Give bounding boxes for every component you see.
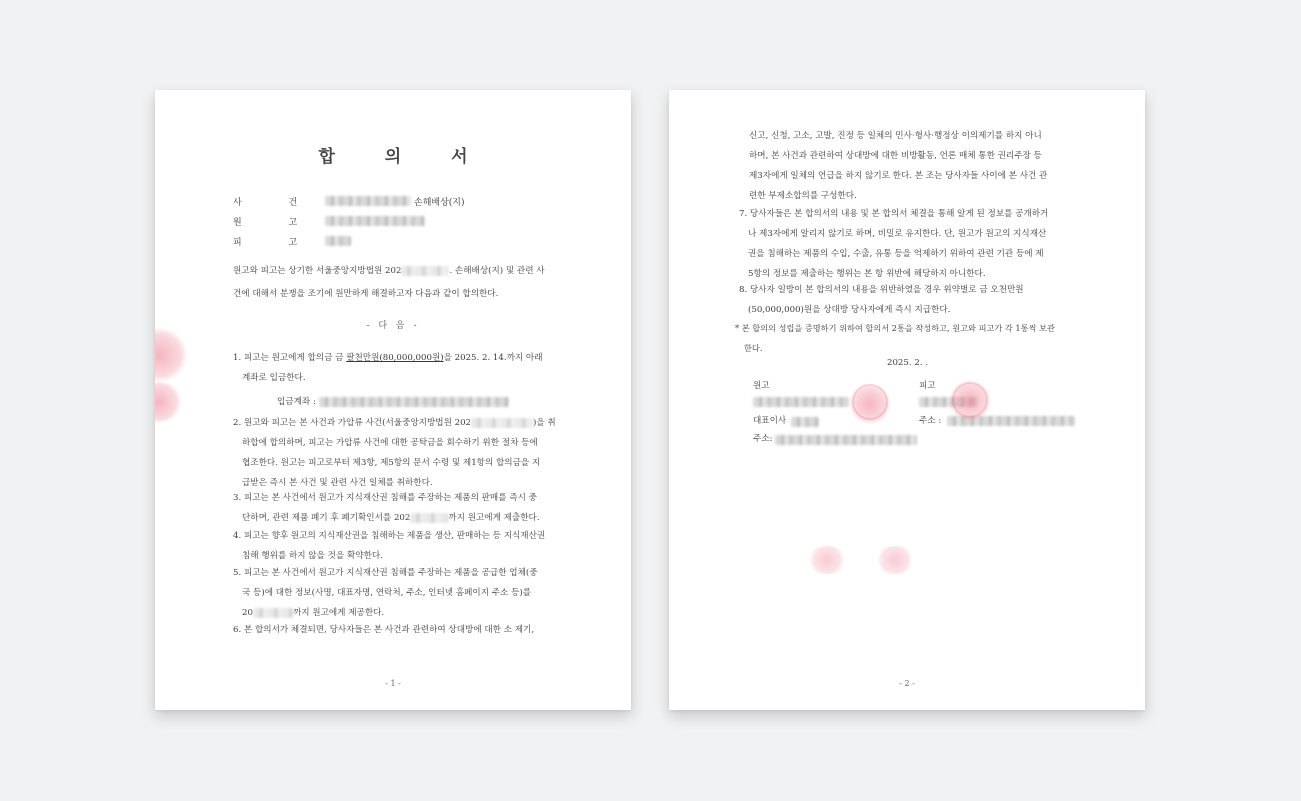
redacted-text (410, 513, 448, 523)
clause-text: 하며, 본 사건과 관련하여 상대방에 대한 비방활동, 언론 매체 통한 권리주장 등 (749, 151, 1042, 161)
defendant-address-label: 주소 : (919, 416, 942, 426)
document-title: 합 의 서 (318, 147, 490, 167)
clause-4 (233, 526, 563, 566)
clause-text: 8. 당사자 일방이 본 합의서의 내용을 위반하였을 경우 위약벌로 금 오천만원 (739, 285, 1024, 295)
redacted-representative (791, 417, 819, 427)
clause-2 (233, 413, 563, 493)
intro-paragraph (233, 260, 551, 306)
redacted-account (319, 397, 509, 407)
redacted-text (325, 216, 425, 226)
clause-text: 제3자에게 일체의 언급을 하지 않기로 한다. 본 조는 당사자들 사이에 본 사건 관 (749, 171, 1048, 181)
defendant-info-row (233, 231, 465, 251)
case-value: 손해배상(지) (414, 197, 465, 208)
clause-text: 까지 원고에게 제공한다. (292, 608, 385, 618)
section-heading: - 다 음 - (366, 321, 420, 331)
clause-text: 국 등)에 대한 정보(사명, 대표자명, 연락처, 주소, 인터넷 홈페이지 주소 등)를 (242, 588, 532, 598)
clause-6 (233, 620, 563, 640)
seal-stamp-partial (155, 382, 183, 422)
account-label: 입금계좌 : (277, 397, 316, 407)
defendant-label: 피고 (919, 381, 936, 391)
seal-stamp-partial (155, 328, 187, 382)
redacted-text (471, 418, 533, 428)
clause-text: 을 2025. 2. 14.까지 아래 (443, 353, 543, 363)
clause-text: (50,000,000)원을 상대방 당사자에게 즉시 지급한다. (748, 305, 951, 315)
clause-5 (233, 563, 563, 623)
redacted-text (325, 236, 351, 246)
clause-text: 신고, 신청, 고소, 고발, 진정 등 일체의 민사·형사·행정상 이의제기를 하지 아니 (749, 131, 1042, 141)
clause-text: 나 제3자에게 알리지 않기로 하며, 비밀로 유지한다. 단, 원고가 원고의 지식재산 (748, 229, 1047, 239)
case-info-row (233, 191, 465, 211)
redacted-text (253, 608, 293, 618)
clause-7 (739, 204, 1069, 284)
clause-text: 3. 피고는 본 사건에서 원고가 지식재산권 침해를 주장하는 제품의 판매를 즉시 중 (233, 493, 537, 503)
plaintiff-label: 원고 (753, 381, 770, 391)
redacted-text (325, 196, 411, 206)
case-info-table (233, 191, 465, 251)
clause-text: )을 취 (533, 418, 556, 428)
seal-stamp-ring (952, 382, 988, 418)
clause-text: 20 (242, 608, 253, 618)
settlement-amount: 팔천만원(80,000,000원) (346, 353, 444, 363)
closing-note (735, 318, 1065, 358)
plaintiff-label: 원 고 (233, 217, 320, 228)
clause-text: 하합에 합의하며, 피고는 가압류 사건에 대한 공탁금을 회수하기 위한 절차 등에 (242, 438, 538, 448)
clause-8 (739, 280, 1069, 320)
clause-text: 련한 부제소합의를 구성한다. (749, 191, 857, 201)
intro-text: 건에 대해서 분쟁을 조기에 원만하게 해결하고자 다음과 같이 합의한다. (233, 289, 499, 299)
page-number: - 2 - (899, 679, 915, 688)
plaintiff-address-label: 주소: (753, 434, 773, 444)
representative-label: 대표이사 (753, 416, 787, 426)
clause-text: 4. 피고는 향후 원고의 지식재산권을 침해하는 제품을 생산, 판매하는 등 지식재산권 (233, 531, 546, 541)
seal-stamp-partial (875, 546, 915, 574)
seal-stamp-partial (807, 546, 847, 574)
seal-stamp-ring (852, 384, 888, 420)
clause-text: 협조한다. 원고는 피고로부터 제3항, 제5항의 문서 수령 및 제1항의 합의금을 지 (242, 458, 541, 468)
clause-text: 계좌로 입금한다. (242, 373, 306, 383)
redacted-text (401, 266, 449, 276)
document-page-1 (155, 90, 631, 710)
clause-text: 6. 본 합의서가 체결되면, 당사자들은 본 사건과 관련하여 상대방에 대한 소 제기, (233, 625, 535, 635)
note-text: * 본 합의의 성립을 증명하기 위하여 합의서 2통을 작성하고, 원고와 피고가 각 1통씩 보관 (735, 323, 1055, 333)
clause-6-continued (749, 126, 1079, 206)
clause-text: 까지 원고에게 제출한다. (448, 513, 540, 523)
plaintiff-info-row (233, 211, 465, 231)
clause-text: 5항의 정보를 제출하는 행위는 본 항 위반에 해당하지 아니한다. (748, 269, 986, 279)
clause-text: 7. 당사자들은 본 합의서의 내용 및 본 합의서 체결을 통해 알게 된 정보를 공개하거 (739, 209, 1049, 219)
clause-text: 침해 행위를 하지 않을 것을 확약한다. (242, 551, 383, 561)
note-text: 한다. (744, 343, 763, 353)
intro-text: . 손해배상(지) 및 관련 사 (449, 266, 545, 276)
redacted-address (775, 435, 917, 445)
intro-text: 원고와 피고는 상기한 서울중앙지방법원 202 (233, 266, 402, 276)
clause-1 (233, 348, 563, 412)
clause-text: 1. 피고는 원고에게 합의금 금 (233, 353, 347, 363)
clause-text: 단하며, 관련 제품 폐기 후 폐기확인서를 202 (242, 513, 411, 523)
redacted-plaintiff-name (753, 397, 849, 407)
clause-text: 5. 피고는 본 사건에서 원고가 지식재산권 침해를 주장하는 제품을 공급한 업체(중 (233, 568, 538, 578)
signing-date: 2025. 2. . (887, 358, 928, 368)
defendant-label: 피 고 (233, 237, 320, 248)
clause-text: 권을 침해하는 제품의 수입, 수출, 유통 등을 억제하기 위하여 관련 기관 등에 제 (748, 249, 1044, 259)
clause-text: 2. 원고와 피고는 본 사건과 가압류 사건(서울중앙지방법원 202 (233, 418, 472, 428)
page-number: - 1 - (385, 679, 401, 688)
clause-3 (233, 488, 563, 528)
clause-text: 급받은 즉시 본 사건 및 관련 사건 일체를 취하한다. (242, 478, 433, 488)
case-label: 사 건 (233, 197, 320, 208)
document-page-2 (669, 90, 1145, 710)
